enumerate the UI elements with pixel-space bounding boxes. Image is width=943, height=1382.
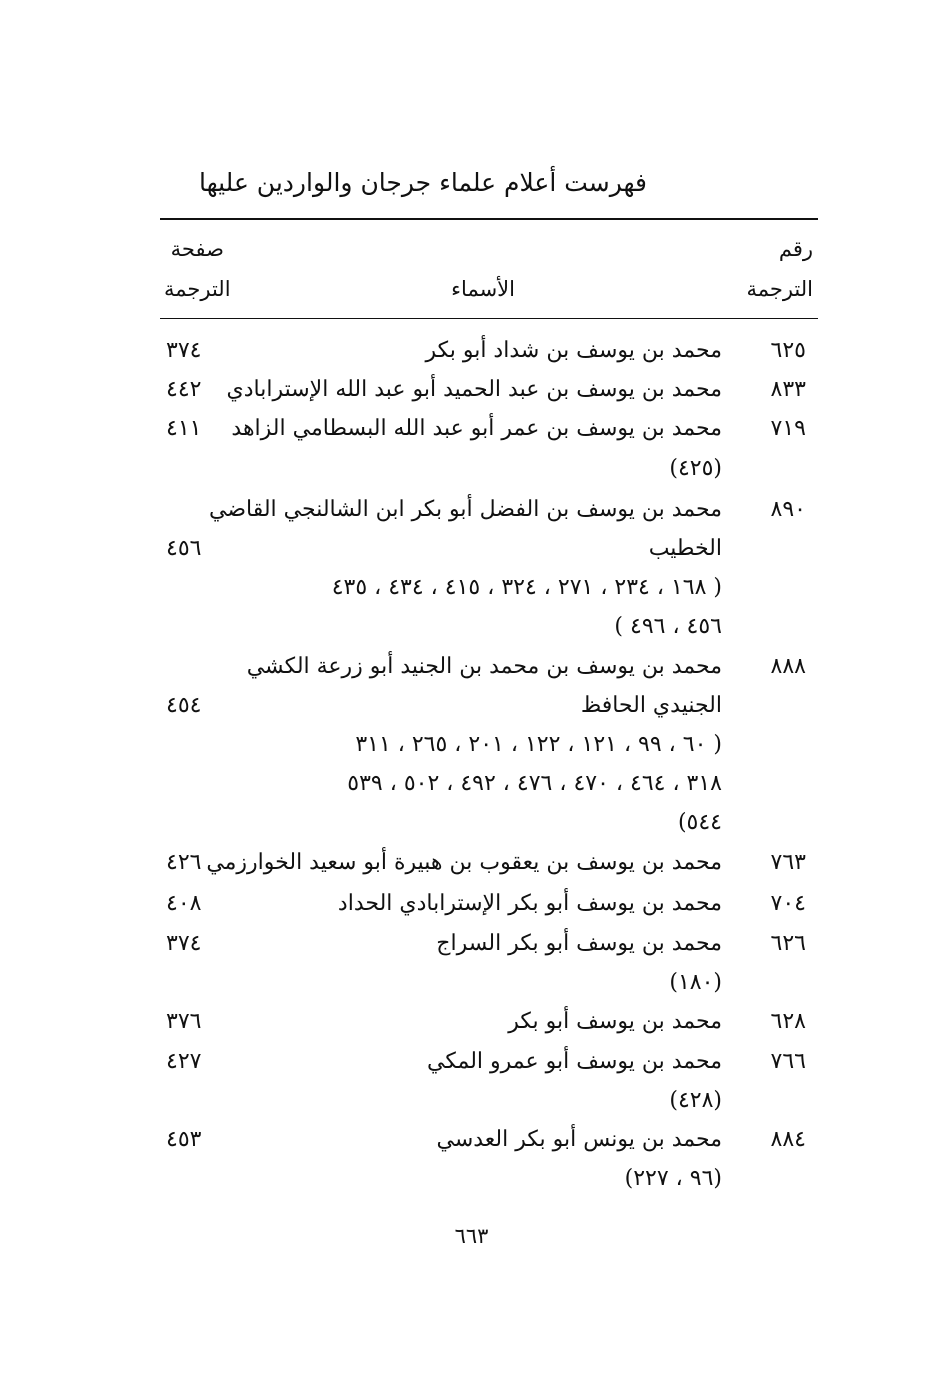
index-entry (160, 331, 818, 370)
entry-continuation-line: ٤٥٦ ، ٤٩٦ ) (614, 614, 722, 640)
column-header-page (164, 228, 231, 308)
entry-page: ٤٥٦ (166, 535, 202, 561)
entry-page: ٣٧٤ (166, 931, 202, 956)
entry-name (508, 1002, 722, 1041)
entry-name (247, 647, 722, 843)
entry-number: ٦٢٥ (770, 338, 806, 363)
entry-name-line: محمد بن يوسف بن الفضل أبو بكر ابن الشالنجي القاضي (209, 496, 722, 522)
entry-number: ٧٦٣ (770, 849, 806, 875)
entry-name-line: محمد بن يوسف أبو بكر (508, 1009, 722, 1035)
entry-continuation-line: (٤٢٥) (669, 455, 722, 481)
entry-continuation-line: ( ١٦٨ ، ٢٣٤ ، ٢٧١ ، ٣٢٤ ، ٤١٥ ، ٤٣٤ ، ٤٣٥ (331, 575, 722, 601)
column-header-page-line2: الترجمة (164, 277, 231, 301)
index-entry (160, 884, 818, 923)
page-number: ٦٦٣ (454, 1224, 489, 1248)
index-entry (160, 1120, 818, 1198)
entry-page: ٣٧٦ (166, 1009, 202, 1035)
entry-name (227, 370, 723, 409)
entry-continuation-line: ٥٤٤) (677, 810, 722, 836)
entry-name-line: محمد بن يوسف بن محمد بن الجنيد أبو زرعة الكشي (246, 653, 722, 679)
entry-name (436, 924, 722, 1002)
index-entry (160, 647, 818, 843)
entry-name-line: محمد بن يوسف بن عمر أبو عبد الله البسطامي الزاهد (231, 416, 722, 442)
index-entry (160, 409, 818, 487)
entry-page: ٤٢٦ (166, 849, 202, 875)
entry-name (206, 843, 722, 882)
entry-number: ٧٠٤ (770, 890, 806, 916)
entry-page: ٤٤٢ (166, 377, 202, 403)
index-entry (160, 1002, 818, 1041)
entry-name-line: محمد بن يوسف بن شداد أبو بكر (425, 338, 722, 363)
entry-name (425, 331, 722, 370)
index-entry (160, 370, 818, 409)
entry-continuation-line: الخطيب (648, 535, 722, 561)
entry-name-line: محمد بن يونس أبو بكر العدسي (436, 1127, 722, 1152)
entry-name-line: محمد بن يوسف أبو عمرو المكي (426, 1048, 722, 1074)
index-entry (160, 924, 818, 1002)
entry-number: ٨٨٨ (770, 653, 806, 679)
entry-continuation-line: ( ٦٠ ، ٩٩ ، ١٢١ ، ١٢٢ ، ٢٠١ ، ٢٦٥ ، ٣١١ (355, 731, 722, 757)
column-header-number (746, 228, 813, 308)
entry-continuation-line: (٤٢٨) (669, 1087, 722, 1113)
entry-number: ٦٢٦ (770, 931, 806, 956)
entry-name-line: محمد بن يوسف أبو بكر الإسترابادي الحداد (337, 890, 722, 916)
entry-name (338, 884, 722, 923)
entry-number: ٨٩٠ (770, 496, 806, 522)
entry-name (231, 409, 722, 487)
entry-number: ٦٢٨ (770, 1009, 806, 1035)
entry-page: ٤٥٤ (166, 692, 202, 718)
entry-page: ٤٠٨ (166, 890, 202, 916)
column-header-names: الأسماء (451, 277, 515, 301)
entry-continuation-line: (١٨٠) (669, 970, 722, 996)
index-entry (160, 1042, 818, 1120)
entry-name (427, 1042, 722, 1120)
entry-continuation-line: ٣١٨ ، ٤٦٤ ، ٤٧٠ ، ٤٧٦ ، ٤٩٢ ، ٥٠٢ ، ٥٣٩ (347, 771, 722, 797)
running-title: فهرست أعلام علماء جرجان والواردين عليها (198, 168, 648, 197)
entry-page: ٤٢٧ (166, 1048, 202, 1074)
entry-number: ٨٣٣ (770, 377, 806, 403)
entry-name (436, 1120, 722, 1198)
entry-continuation-line: (٩٦ ، ٢٢٧) (624, 1166, 722, 1192)
entry-page: ٤٥٣ (166, 1127, 202, 1152)
column-header-page-line1: صفحة (170, 237, 224, 261)
entry-name-line: محمد بن يوسف أبو بكر السراج (436, 931, 722, 956)
column-header-number-line1: رقم (778, 237, 813, 261)
entry-number: ٨٨٤ (770, 1127, 806, 1152)
entry-number: ٧٦٦ (770, 1048, 806, 1074)
entry-number: ٧١٩ (770, 416, 806, 442)
entry-name-line: محمد بن يوسف بن عبد الحميد أبو عبد الله الإسترابادي (226, 377, 722, 403)
header-bottom-rule (160, 318, 818, 319)
entry-name (209, 490, 722, 647)
entry-continuation-line: الجنيدي الحافظ (580, 692, 722, 718)
index-entry (160, 490, 818, 647)
column-header-number-line2: الترجمة (746, 277, 813, 301)
entry-page: ٤١١ (166, 416, 202, 442)
entry-page: ٣٧٤ (166, 338, 202, 363)
entry-name-line: محمد بن يوسف بن يعقوب بن هبيرة أبو سعيد الخوارزمي (206, 849, 722, 875)
header-top-rule (160, 218, 818, 220)
index-entry (160, 843, 818, 882)
